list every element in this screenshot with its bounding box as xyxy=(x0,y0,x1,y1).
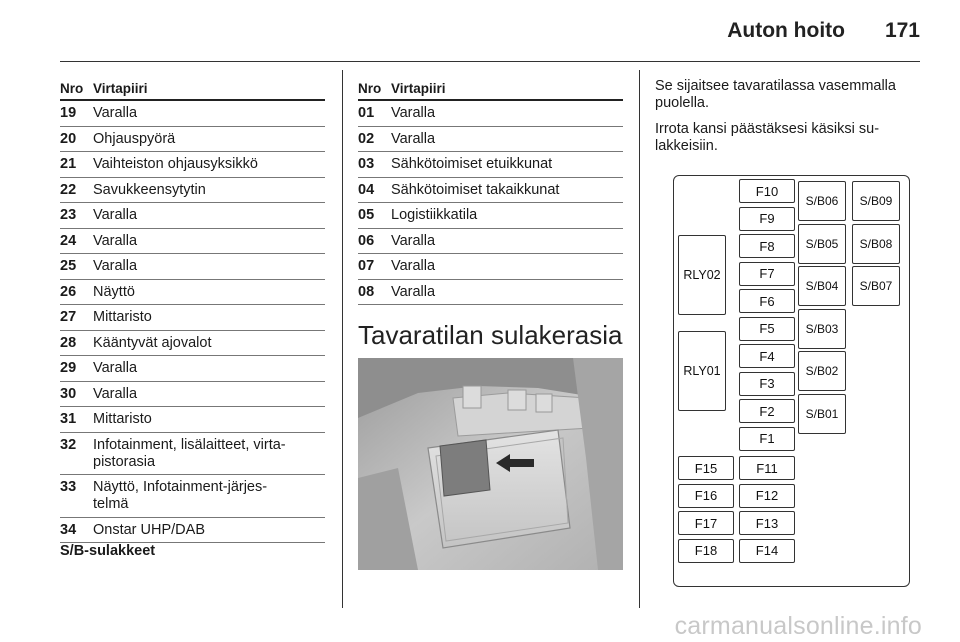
circuit-text: Mittaristo xyxy=(93,411,152,427)
fuse-cell: F16 xyxy=(678,484,734,508)
table-row xyxy=(358,100,623,126)
sb-fuse-cell: S/B05 xyxy=(798,224,846,264)
table-row xyxy=(60,517,325,543)
header-title: Auton hoito xyxy=(727,19,845,42)
fuse-cell: F3 xyxy=(739,372,795,396)
fuse-number: 34 xyxy=(60,517,93,543)
circuit-name xyxy=(93,330,325,356)
circuit-name xyxy=(391,203,623,229)
fuse-number: 05 xyxy=(358,203,391,229)
fuse-number: 22 xyxy=(60,177,93,203)
circuit-text: Varalla xyxy=(93,258,138,274)
page-number: 171 xyxy=(884,19,920,42)
circuit-text: Varalla xyxy=(93,105,138,121)
page-header xyxy=(60,0,920,62)
table-row xyxy=(60,330,325,356)
circuit-text: Varalla xyxy=(391,130,436,147)
circuit-text: Varalla xyxy=(93,385,138,402)
fuse-number: 19 xyxy=(60,100,93,126)
fusebox-diagram xyxy=(658,165,920,595)
circuit-name xyxy=(93,407,325,433)
column-divider-right xyxy=(639,70,640,608)
fuse-cell: F8 xyxy=(739,234,795,258)
fuse-cell: F11 xyxy=(739,456,795,480)
fuse-number: 23 xyxy=(60,203,93,229)
table-row xyxy=(60,203,325,229)
fuse-cell: F14 xyxy=(739,539,795,563)
circuit-text: Varalla xyxy=(391,105,436,121)
fuse-number: 29 xyxy=(60,356,93,382)
circuit-name xyxy=(93,126,325,152)
table-row xyxy=(60,152,325,178)
trunk-fusebox-photo xyxy=(358,358,623,570)
section-title: Tavaratilan sulakerasia xyxy=(358,320,623,350)
circuit-name xyxy=(93,177,325,203)
table-row xyxy=(60,475,325,518)
fuse-cell: F17 xyxy=(678,511,734,535)
circuit-name xyxy=(93,254,325,280)
column-divider-left xyxy=(342,70,343,608)
circuit-name xyxy=(93,100,325,126)
table-row xyxy=(60,356,325,382)
circuit-name xyxy=(93,228,325,254)
fuse-number: 25 xyxy=(60,254,93,280)
sb-fuse-cell: S/B07 xyxy=(852,266,900,306)
relay-cell: RLY02 xyxy=(678,235,726,315)
table-row xyxy=(358,228,623,254)
circuit-text: Logistiikkatila xyxy=(391,207,478,223)
column-header-circuit: Virtapiiri xyxy=(93,77,325,100)
fuse-cell: F15 xyxy=(678,456,734,480)
circuit-name xyxy=(93,356,325,382)
circuit-text: Näyttö, Infotainment-järjes- xyxy=(93,479,268,495)
fuse-number: 02 xyxy=(358,126,391,152)
fuse-cell: F12 xyxy=(739,484,795,508)
instruction-paragraph: Irrota kansi päästäksesi käsiksi su-lakkeisiin. xyxy=(655,121,880,154)
circuit-name xyxy=(391,152,623,178)
sb-fuse-cell: S/B01 xyxy=(798,394,846,434)
sb-fuse-cell: S/B04 xyxy=(798,266,846,306)
circuit-text: Varalla xyxy=(93,207,138,223)
sb-fuse-cell: S/B09 xyxy=(852,181,900,221)
fuse-number: 27 xyxy=(60,305,93,331)
circuit-name xyxy=(93,279,325,305)
relay-cell: RLY01 xyxy=(678,331,726,411)
fuse-number: 24 xyxy=(60,228,93,254)
circuit-text: Sähkötoimiset takaikkunat xyxy=(391,181,560,198)
circuit-name xyxy=(93,475,325,518)
fuse-number: 26 xyxy=(60,279,93,305)
sb-fuse-cell: S/B03 xyxy=(798,309,846,349)
circuit-name xyxy=(93,517,325,543)
circuit-text: Ohjauspyörä xyxy=(93,130,176,147)
table-row xyxy=(60,228,325,254)
circuit-name xyxy=(391,100,623,126)
circuit-text: Varalla xyxy=(391,232,436,249)
table-row xyxy=(358,279,623,305)
column-header-circuit: Virtapiiri xyxy=(391,77,623,100)
fuse-number: 01 xyxy=(358,100,391,126)
table-row xyxy=(60,279,325,305)
sb-fuses-heading: S/B-sulakkeet xyxy=(60,543,156,559)
circuit-name xyxy=(391,177,623,203)
fuse-cell: F5 xyxy=(739,317,795,341)
circuit-name xyxy=(93,305,325,331)
circuit-text: Varalla xyxy=(391,258,436,274)
table-row xyxy=(60,381,325,407)
circuit-name xyxy=(391,126,623,152)
table-row xyxy=(60,432,325,475)
sb-fuse-cell: S/B02 xyxy=(798,351,846,391)
fuse-cell: F9 xyxy=(739,207,795,231)
table-row xyxy=(60,177,325,203)
fuse-cell: F10 xyxy=(739,179,795,203)
circuit-text-continued: telmä xyxy=(93,496,129,512)
circuit-text: Kääntyvät ajovalot xyxy=(93,334,212,351)
fuse-number: 07 xyxy=(358,254,391,280)
fuse-number: 06 xyxy=(358,228,391,254)
circuit-name xyxy=(93,152,325,178)
circuit-name xyxy=(93,203,325,229)
fuse-number: 20 xyxy=(60,126,93,152)
circuit-name xyxy=(391,228,623,254)
circuit-name xyxy=(391,279,623,305)
fuse-number: 03 xyxy=(358,152,391,178)
table-row xyxy=(60,100,325,126)
fuse-number: 30 xyxy=(60,381,93,407)
fuse-number: 31 xyxy=(60,407,93,433)
circuit-text: Varalla xyxy=(391,283,436,300)
table-row xyxy=(60,407,325,433)
column-header-nro: Nro xyxy=(60,77,93,100)
fuse-number: 33 xyxy=(60,475,93,518)
table-row xyxy=(60,305,325,331)
fuse-cell: F18 xyxy=(678,539,734,563)
fuse-table-left xyxy=(60,77,325,543)
table-row xyxy=(60,126,325,152)
circuit-name xyxy=(93,381,325,407)
fuse-number: 28 xyxy=(60,330,93,356)
circuit-text: Varalla xyxy=(93,232,138,249)
sb-fuse-cell: S/B06 xyxy=(798,181,846,221)
fuse-table-right xyxy=(358,77,623,305)
fuse-cell: F1 xyxy=(739,427,795,451)
table-row xyxy=(358,177,623,203)
circuit-text: Onstar UHP/DAB xyxy=(93,521,205,538)
fuse-cell: F13 xyxy=(739,511,795,535)
table-row xyxy=(358,152,623,178)
fuse-number: 32 xyxy=(60,432,93,475)
circuit-text: Näyttö xyxy=(93,283,135,300)
circuit-text: Sähkötoimiset etuikkunat xyxy=(391,156,553,172)
fuse-cell: F6 xyxy=(739,289,795,313)
fuse-cell: F2 xyxy=(739,399,795,423)
circuit-text: Savukkeensytytin xyxy=(93,181,206,198)
location-paragraph: Se sijaitsee tavaratilassa vasemmalla puolella. xyxy=(655,78,896,111)
circuit-text-continued: pistorasia xyxy=(93,453,156,470)
fuse-number: 21 xyxy=(60,152,93,178)
table-row xyxy=(358,203,623,229)
column-header-nro: Nro xyxy=(358,77,391,100)
circuit-name xyxy=(93,432,325,475)
table-row xyxy=(358,254,623,280)
circuit-name xyxy=(391,254,623,280)
circuit-text: Infotainment, lisälaitteet, virta- xyxy=(93,436,286,453)
table-row xyxy=(60,254,325,280)
fuse-number: 08 xyxy=(358,279,391,305)
fuse-number: 04 xyxy=(358,177,391,203)
sb-fuse-cell: S/B08 xyxy=(852,224,900,264)
circuit-text: Varalla xyxy=(93,360,138,376)
watermark: carmanualsonline.info xyxy=(674,612,922,640)
circuit-text: Vaihteiston ohjausyksikkö xyxy=(93,156,258,172)
circuit-text: Mittaristo xyxy=(93,309,152,325)
table-row xyxy=(358,126,623,152)
fuse-cell: F4 xyxy=(739,344,795,368)
fuse-cell: F7 xyxy=(739,262,795,286)
